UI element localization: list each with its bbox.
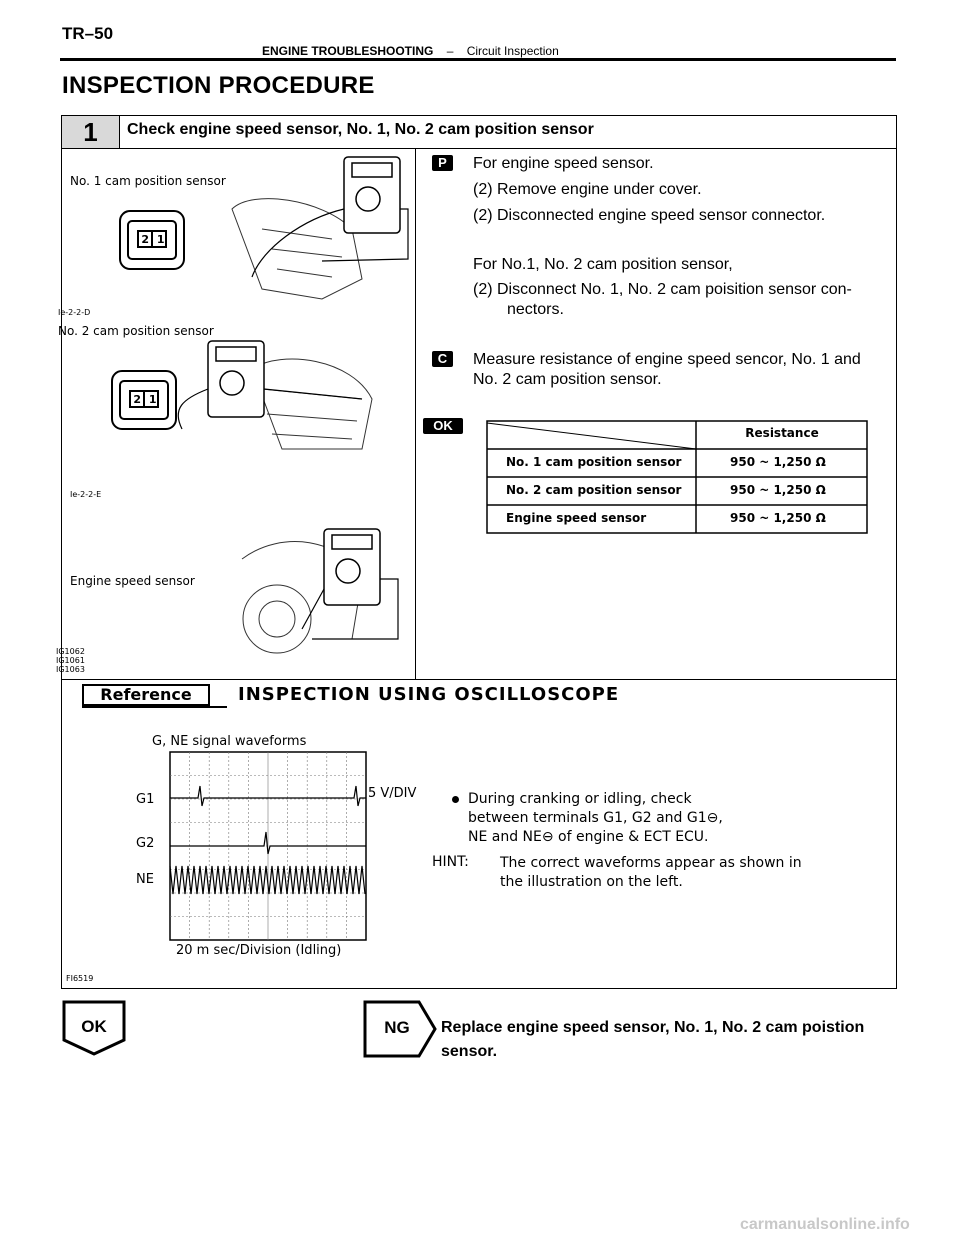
check-line-1: Measure resistance of engine speed sencor, No. 1 and xyxy=(473,351,861,368)
connector-2-pins: 2 1 xyxy=(133,393,159,406)
check-line-2: No. 2 cam position sensor. xyxy=(473,371,662,388)
table-row-name-2: No. 2 cam position sensor xyxy=(506,483,682,497)
header-separator: – xyxy=(446,44,454,58)
ng-action-line-1: Replace engine speed sensor, No. 1, No. 2 cam poistion xyxy=(441,1019,865,1036)
fig-code-c: IG1063 xyxy=(56,665,85,674)
fig-label-1: No. 1 cam position sensor xyxy=(70,174,226,188)
hint-line-1: The correct waveforms appear as shown in xyxy=(500,855,802,871)
page-title: INSPECTION PROCEDURE xyxy=(62,72,375,99)
fig-code-a: IG1062 xyxy=(56,647,85,656)
prepare-line-3: (2) Disconnected engine speed sensor connector. xyxy=(473,207,826,224)
oscilloscope-waveform xyxy=(170,752,366,940)
fig-code-2: Ie-2-2-E xyxy=(70,490,102,499)
reference-underline xyxy=(82,706,227,708)
hint-line-2: the illustration on the left. xyxy=(500,874,683,890)
reference-bullet xyxy=(468,790,723,847)
header-title xyxy=(262,44,559,58)
hint-label: HINT: xyxy=(432,854,469,870)
connector-1-pins: 2 1 xyxy=(141,233,167,246)
page-number: TR–50 xyxy=(62,24,114,43)
prepare-line-6: nectors. xyxy=(507,301,564,318)
fig-code-b: IG1061 xyxy=(56,656,85,665)
table-row-value-3: 950 ~ 1,250 Ω xyxy=(730,511,826,525)
reference-fig-code: FI6519 xyxy=(66,974,94,983)
table-header-resistance: Resistance xyxy=(745,426,819,440)
bullet-line-1: During cranking or idling, check xyxy=(468,791,692,807)
step-title: Check engine speed sensor, No. 1, No. 2 cam position sensor xyxy=(127,121,594,138)
prepare-line-5: (2) Disconnect No. 1, No. 2 cam poisition sensor con- xyxy=(473,281,852,298)
prepare-line-4: For No.1, No. 2 cam position sensor, xyxy=(473,256,733,273)
watermark: carmanualsonline.info xyxy=(740,1216,910,1233)
waveform-title: G, NE signal waveforms xyxy=(152,734,307,749)
header-section: ENGINE TROUBLESHOOTING xyxy=(262,44,434,58)
fig-code-1: Ie-2-2-D xyxy=(58,308,91,317)
bullet-dot xyxy=(452,796,459,803)
header-rule xyxy=(60,58,896,61)
table-row-value-1: 950 ~ 1,250 Ω xyxy=(730,455,826,469)
table-row-name-1: No. 1 cam position sensor xyxy=(506,455,682,469)
signal-label-ne: NE xyxy=(136,872,154,887)
divider-reference xyxy=(61,679,897,680)
reference-tag: Reference xyxy=(82,684,210,706)
waveform-time-scale: 20 m sec/Division (Idling) xyxy=(176,943,342,958)
prepare-line-1: For engine speed sensor. xyxy=(473,155,654,172)
signal-label-g1: G1 xyxy=(136,792,155,807)
fig-label-3: Engine speed sensor xyxy=(70,574,195,588)
bullet-line-2: between terminals G1, G2 and G1⊖, xyxy=(468,810,723,826)
ok-badge: OK xyxy=(423,418,463,434)
reference-title: INSPECTION USING OSCILLOSCOPE xyxy=(238,684,620,705)
ng-flow-label: NG xyxy=(384,1018,410,1037)
fig-label-2: No. 2 cam position sensor xyxy=(58,324,214,338)
divider-columns xyxy=(415,148,416,679)
ng-action xyxy=(441,1016,864,1064)
table-row-value-2: 950 ~ 1,250 Ω xyxy=(730,483,826,497)
sensor-illustration xyxy=(56,149,414,679)
ng-action-line-2: sensor. xyxy=(441,1043,498,1060)
header-subsection: Circuit Inspection xyxy=(466,44,559,58)
signal-label-g2: G2 xyxy=(136,836,155,851)
step-number: 1 xyxy=(62,116,120,148)
prepare-line-2: (2) Remove engine under cover. xyxy=(473,181,702,198)
waveform-scale: 5 V/DIV xyxy=(368,786,417,801)
prepare-badge: P xyxy=(432,155,453,171)
check-badge: C xyxy=(432,351,453,367)
ok-flow-label: OK xyxy=(81,1017,107,1036)
bullet-line-3: NE and NE⊖ of engine & ECT ECU. xyxy=(468,829,709,845)
table-row-name-3: Engine speed sensor xyxy=(506,511,647,525)
hint-text xyxy=(500,854,802,892)
